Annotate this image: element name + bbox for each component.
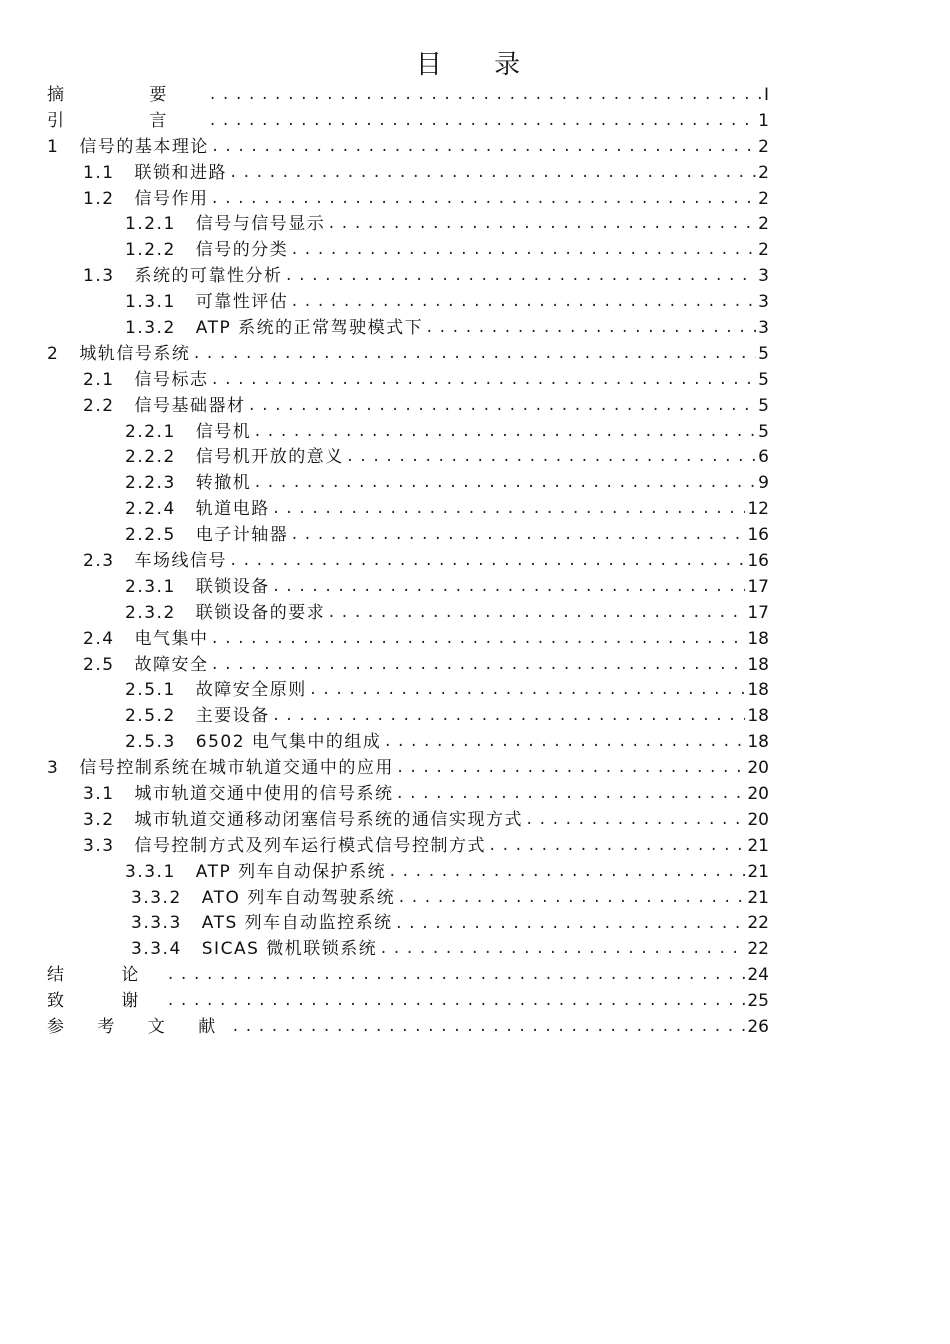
- toc-entry[interactable]: [47, 420, 769, 446]
- toc-entry-number: 2.3: [83, 551, 115, 572]
- table-of-contents: [47, 83, 769, 1041]
- toc-entry-number: 2.1: [83, 369, 115, 390]
- toc-entry-page-number: 21: [747, 835, 769, 856]
- toc-leader-dots: [290, 290, 756, 316]
- toc-leader-dots: [253, 471, 756, 497]
- toc-entry[interactable]: [47, 886, 769, 912]
- toc-entry-page-number: 12: [747, 499, 769, 520]
- toc-entry-number: 1.2.1: [125, 214, 176, 235]
- toc-entry[interactable]: [47, 238, 769, 264]
- toc-entry[interactable]: [47, 471, 769, 497]
- toc-entry-number: 2.5.3: [125, 732, 176, 753]
- toc-entry-number: 3.3.1: [125, 861, 176, 882]
- toc-entry[interactable]: [47, 627, 769, 653]
- toc-entry-page-number: 6: [758, 447, 769, 468]
- toc-entry[interactable]: [47, 730, 769, 756]
- toc-entry-label: 信号机: [195, 421, 252, 442]
- toc-leader-dots: [290, 523, 745, 549]
- toc-entry[interactable]: [47, 83, 769, 109]
- toc-entry-label: 信号控制系统在城市轨道交通中的应用: [79, 758, 394, 779]
- toc-entry-label: 城市轨道交通中使用的信号系统: [134, 784, 394, 805]
- toc-entry-page-number: 5: [758, 343, 769, 364]
- toc-entry-label: ATO 列车自动驾驶系统: [201, 887, 396, 908]
- toc-leader-dots: [208, 83, 762, 109]
- toc-entry-page-number: 1: [758, 110, 769, 131]
- toc-entry-number: 3: [47, 758, 60, 779]
- toc-entry-page-number: 5: [758, 421, 769, 442]
- toc-entry-label: 信号与信号显示: [195, 214, 326, 235]
- toc-leader-dots: [525, 808, 745, 834]
- toc-entry-label: 信号标志: [134, 369, 209, 390]
- toc-entry-label: 联锁设备的要求: [195, 602, 326, 623]
- toc-leader-dots: [488, 834, 745, 860]
- toc-entry-page-number: 21: [747, 861, 769, 882]
- toc-leader-dots: [231, 1015, 745, 1041]
- toc-entry-page-number: 20: [747, 784, 769, 805]
- toc-entry-label: ATP 系统的正常驾驶模式下: [195, 318, 424, 338]
- toc-entry-label: 信号机开放的意义: [195, 447, 344, 468]
- toc-leader-dots: [166, 963, 745, 989]
- toc-leader-dots: [166, 989, 745, 1015]
- toc-leader-dots: [285, 264, 757, 290]
- toc-entry-label: ATP 列车自动保护系统: [195, 861, 387, 882]
- toc-leader-dots: [211, 187, 757, 213]
- toc-entry[interactable]: [47, 678, 769, 704]
- toc-entry-label: 可靠性评估: [195, 292, 289, 313]
- toc-entry-page-number: 5: [758, 369, 769, 390]
- toc-entry[interactable]: [47, 445, 769, 471]
- toc-entry[interactable]: [47, 937, 769, 963]
- toc-entry-page-number: 18: [747, 680, 769, 701]
- toc-entry-label: 6502 电气集中的组成: [195, 732, 382, 753]
- toc-entry[interactable]: [47, 989, 769, 1015]
- toc-entry[interactable]: [47, 497, 769, 523]
- toc-entry-label: 故障安全: [134, 654, 209, 675]
- toc-entry[interactable]: [47, 290, 769, 316]
- toc-entry-label: 参 考 文 献: [47, 1017, 230, 1038]
- toc-entry-page-number: 3: [758, 292, 769, 313]
- toc-entry-page-number: 9: [758, 473, 769, 494]
- toc-leader-dots: [396, 756, 746, 782]
- toc-entry-page-number: 24: [747, 965, 769, 986]
- toc-entry-label: 联锁和进路: [134, 162, 228, 183]
- toc-entry[interactable]: [47, 782, 769, 808]
- toc-entry[interactable]: [47, 212, 769, 238]
- toc-entry-number: 1.1: [83, 162, 115, 183]
- toc-leader-dots: [309, 678, 746, 704]
- page-title: 目 录: [415, 50, 543, 80]
- toc-entry[interactable]: [47, 368, 769, 394]
- toc-entry[interactable]: [47, 963, 769, 989]
- toc-leader-dots: [229, 161, 756, 187]
- toc-leader-dots: [395, 912, 746, 938]
- toc-entry[interactable]: [47, 860, 769, 886]
- toc-entry-label: 信号的基本理论: [79, 136, 209, 157]
- toc-leader-dots: [211, 627, 746, 653]
- toc-entry[interactable]: [47, 316, 769, 342]
- toc-leader-dots: [192, 342, 756, 368]
- toc-entry-label: 车场线信号: [134, 551, 228, 572]
- toc-entry-label: SICAS 微机联锁系统: [201, 939, 378, 960]
- toc-entry-label: ATS 列车自动监控系统: [201, 913, 393, 934]
- toc-entry-label: 城轨信号系统: [79, 343, 191, 364]
- toc-entry-label: 信号基础器材: [134, 395, 246, 416]
- toc-entry-label: 信号的分类: [195, 240, 289, 261]
- toc-entry-page-number: 20: [747, 809, 769, 830]
- toc-entry-number: 2.3.2: [125, 602, 176, 623]
- toc-leader-dots: [379, 937, 745, 963]
- toc-entry-page-number: 17: [747, 602, 769, 623]
- toc-entry-label: 信号控制方式及列车运行模式信号控制方式: [134, 835, 487, 856]
- toc-entry-label: 主要设备: [195, 706, 270, 727]
- toc-entry-number: 2: [47, 343, 60, 364]
- toc-entry-number: 2.2.5: [125, 525, 176, 546]
- toc-entry-number: 1.2: [83, 188, 115, 209]
- toc-entry-page-number: 2: [758, 188, 769, 209]
- toc-entry[interactable]: [47, 135, 769, 161]
- toc-entry[interactable]: [47, 1015, 769, 1041]
- toc-entry-label: 致 谢: [47, 991, 165, 1012]
- toc-entry[interactable]: [47, 912, 769, 938]
- toc-leader-dots: [272, 704, 746, 730]
- toc-entry[interactable]: [47, 523, 769, 549]
- toc-leader-dots: [253, 420, 756, 446]
- toc-entry[interactable]: [47, 653, 769, 679]
- toc-leader-dots: [346, 445, 756, 471]
- toc-entry-label: 联锁设备: [195, 576, 270, 597]
- toc-entry-page-number: 25: [747, 991, 769, 1012]
- toc-leader-dots: [211, 653, 746, 679]
- toc-entry-number: 2.3.1: [125, 576, 176, 597]
- toc-entry-number: 3.3: [83, 835, 115, 856]
- toc-entry-page-number: 20: [747, 758, 769, 779]
- toc-entry-page-number: 16: [747, 525, 769, 546]
- toc-entry-number: 2.5.2: [125, 706, 176, 727]
- toc-entry-page-number: 21: [747, 887, 769, 908]
- toc-leader-dots: [383, 730, 745, 756]
- toc-entry-page-number: 18: [747, 628, 769, 649]
- toc-entry-page-number: 2: [758, 136, 769, 157]
- toc-entry[interactable]: [47, 264, 769, 290]
- toc-entry-label: 转撤机: [195, 473, 252, 494]
- toc-entry-number: 3.1: [83, 784, 115, 805]
- toc-entry-page-number: 2: [758, 162, 769, 183]
- toc-leader-dots: [397, 886, 745, 912]
- toc-entry-number: 1.3: [83, 266, 115, 287]
- toc-entry-label: 电气集中: [134, 628, 209, 649]
- toc-entry[interactable]: [47, 342, 769, 368]
- toc-entry-label: 信号作用: [134, 188, 209, 209]
- toc-entry-label: 引 言: [47, 110, 207, 131]
- toc-entry-label: 电子计轴器: [195, 525, 289, 546]
- toc-leader-dots: [327, 601, 745, 627]
- toc-entry-page-number: 26: [747, 1017, 769, 1038]
- toc-entry-number: 1: [47, 136, 60, 157]
- toc-entry[interactable]: [47, 808, 769, 834]
- toc-leader-dots: [388, 860, 745, 886]
- toc-entry[interactable]: [47, 601, 769, 627]
- toc-entry-page-number: 3: [758, 266, 769, 287]
- toc-entry-page-number: 18: [747, 732, 769, 753]
- toc-entry-page-number: I: [763, 84, 769, 105]
- toc-entry-page-number: 18: [747, 706, 769, 727]
- toc-leader-dots: [327, 212, 756, 238]
- toc-entry-label: 故障安全原则: [195, 680, 307, 701]
- toc-entry-number: 2.2.2: [125, 447, 176, 468]
- toc-entry-label: 系统的可靠性分析: [134, 266, 283, 287]
- toc-leader-dots: [425, 316, 756, 342]
- toc-entry-page-number: 3: [758, 318, 769, 338]
- toc-leader-dots: [396, 782, 746, 808]
- toc-entry-label: 摘 要: [47, 84, 207, 105]
- toc-entry-number: 2.2.3: [125, 473, 176, 494]
- toc-entry-page-number: 5: [758, 395, 769, 416]
- toc-entry[interactable]: [47, 161, 769, 187]
- toc-entry-page-number: 2: [758, 214, 769, 235]
- toc-entry-number: 2.2.4: [125, 499, 176, 520]
- toc-entry[interactable]: [47, 834, 769, 860]
- toc-entry[interactable]: [47, 575, 769, 601]
- toc-entry-number: 2.2: [83, 395, 115, 416]
- toc-entry-label: 结 论: [47, 965, 165, 986]
- toc-entry-page-number: 16: [747, 551, 769, 572]
- toc-entry-number: 2.5: [83, 654, 115, 675]
- toc-leader-dots: [211, 368, 757, 394]
- toc-entry-number: 3.2: [83, 809, 115, 830]
- toc-entry-number: 2.2.1: [125, 421, 176, 442]
- toc-entry-number: 1.3.1: [125, 292, 176, 313]
- toc-leader-dots: [211, 135, 756, 161]
- toc-entry[interactable]: [47, 704, 769, 730]
- toc-entry-page-number: 22: [747, 939, 769, 960]
- toc-leader-dots: [229, 549, 745, 575]
- toc-entry-number: 2.5.1: [125, 680, 176, 701]
- toc-entry-page-number: 2: [758, 240, 769, 261]
- toc-entry-page-number: 18: [747, 654, 769, 675]
- toc-entry-number: 3.3.3: [131, 913, 182, 934]
- toc-entry-label: 城市轨道交通移动闭塞信号系统的通信实现方式: [134, 809, 524, 830]
- toc-entry[interactable]: [47, 187, 769, 213]
- toc-entry-page-number: 17: [747, 576, 769, 597]
- toc-entry-page-number: 22: [747, 913, 769, 934]
- toc-leader-dots: [272, 497, 746, 523]
- toc-entry-number: 1.3.2: [125, 318, 176, 338]
- toc-entry[interactable]: [47, 109, 769, 135]
- toc-leader-dots: [290, 238, 756, 264]
- toc-entry-number: 1.2.2: [125, 240, 176, 261]
- toc-entry[interactable]: [47, 394, 769, 420]
- toc-entry-number: 3.3.4: [131, 939, 182, 960]
- toc-leader-dots: [208, 109, 756, 135]
- toc-entry[interactable]: [47, 549, 769, 575]
- toc-entry[interactable]: [47, 756, 769, 782]
- toc-entry-number: 2.4: [83, 628, 115, 649]
- toc-leader-dots: [272, 575, 746, 601]
- toc-entry-label: 轨道电路: [195, 499, 270, 520]
- toc-entry-number: 3.3.2: [131, 887, 182, 908]
- toc-leader-dots: [248, 394, 757, 420]
